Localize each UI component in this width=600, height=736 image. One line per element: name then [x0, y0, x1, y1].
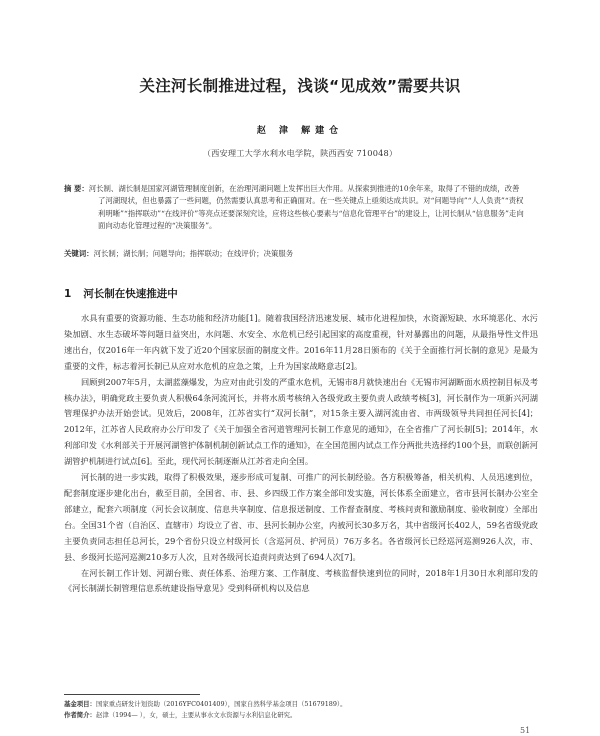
section-heading	[64, 286, 178, 301]
section-title: 河长制在快速推进中	[83, 288, 178, 300]
footnote-label: 基金项目：	[64, 700, 96, 708]
keywords-label: 关键词：	[64, 249, 94, 258]
footnote-text: 赵津（1994— ），女，硕士，主要从事水文水资源与水利信息化研究。	[95, 711, 297, 719]
authors: 赵 津 解建仓	[256, 126, 344, 136]
page-number: 51	[520, 726, 531, 735]
abstract-text: 河长制、湖长制是国家河湖管理制度创新，在治理河湖问题上发挥出巨大作用。从探索到推进的10余年来，取得了不错的成绩，改善了河湖现状，但也暴露了一些问题，仍然需要认真思考和正确面对。在一些关键点上亟须达成共识。对“问题导向”“人人负责”“责权利明晰”“指挥联动”“在线评价”等亮点还要深刻究诠，应将这些核心要素与“信息化管理平台”的建设上，让河长制从“信息服务”走向面向动态化管理过程的“决策服务”。	[88, 184, 524, 231]
keywords-text: 河长制；湖长制；问题导向；指挥联动；在线评价；决策服务	[93, 249, 294, 258]
paragraph: 在河长制工作计划、河湖台账、责任体系、治理方案、工作制度、考核监督快速到位的同时，2018年1月30日水利部印发的《河长制湖长制管理信息系统建设指导意见》受到科研机构以及信息	[64, 567, 538, 594]
footnote-author	[64, 710, 538, 721]
paragraph: 河长制的进一步实践，取得了积极效果，逐步形成可复制、可推广的河长制经验。各方积极筹备，相关机构、人员迅速到位，配套制度逐步建化出台，截至目前，全国省、市、县、乡四级工作方案全部印发实施，河长体系全面建立，省市县河长制办公室全部建立，配套六项制度（河长会议制度、信息共享制度、信息报送制度、工作督查制度、考核问责和激励制度、验收制度）全部出台。全国31个省（自治区、直辖市）均设立了省、市、县河长制办公室，内被河长30多万名，其中省级河长402人，59名省级党政主要负责同志担任总河长，29个省份只设立村级河长（含巡河员、护河员）76万多名。各省级河长已经巡河巡测926人次，市、县、乡级河长巡河巡测210多万人次，且对各级河长追责问责达到了694人次[7]。	[64, 472, 538, 562]
section-number: 1	[64, 288, 72, 300]
keywords	[64, 248, 526, 260]
affiliation: （西安理工大学水利水电学院，陕西西安 710048）	[202, 148, 398, 158]
abstract-body	[64, 183, 526, 233]
footnote-text: 国家重点研发计划资助（2016YFC0401409），国家自然科学基金项目（51679189）。	[95, 700, 347, 708]
abstract	[64, 183, 526, 233]
paragraph: 水具有重要的资源功能、生态功能和经济功能[1]。随着我国经济迅速发展、城市化进程加快，水资源短缺、水环境恶化、水污染加剧、水生态破坏等问题日益突出，水问题、水安全、水危机已经引起国家的高度重视，针对暴露出的问题，从最指导性文件迅速出台，仅2016年一年内就下发了近20个国家层面的制度文件。2016年11月28日颁布的《关于全面推行河长制的意见》是最为重要的文件，标志着河长制已从应对水危机的应急之策，上升为国家战略意志[2]。	[64, 313, 538, 371]
paper-title: 关注河长制推进过程，浅谈“见成效”需要共识	[139, 77, 461, 95]
paragraph: 回顾到2007年5月，太湖蓝藻爆发，为应对由此引发的严重水危机，无锡市8月就快速出台《无锡市河湖断面水质控制目标及考核办法》，明确党政主要负责人积极64条河流河长，并将水质考核纳入各级党政主要负责人政绩考核[3]，河长制作为一项新兴河湖管理保护办法开始尝试。见效后，2008年，江苏省实行“双河长制”，对15条主要入湖河流由省、市两级领导共同担任河长[4]；2012年，江苏省人民政府办公厅印发了《关于加强全省河道管理河长制工作意见的通知》，在全省推广了河长制[5]；2014年，水利部印发《水利部关于开展河湖管护体制机制创新试点工作的通知》，在全国范围内试点工作分两批共选择约100个县，而联创新河湖管护机制进行试点[6]。至此，现代河长制逐渐从江苏省走向全国。	[64, 376, 539, 467]
footnote-label: 作者简介：	[64, 711, 96, 719]
footnote-funding	[64, 699, 538, 710]
footnote-divider	[64, 694, 200, 695]
abstract-label: 摘 要：	[64, 184, 89, 193]
body-text	[64, 311, 538, 597]
footnotes	[64, 699, 538, 721]
